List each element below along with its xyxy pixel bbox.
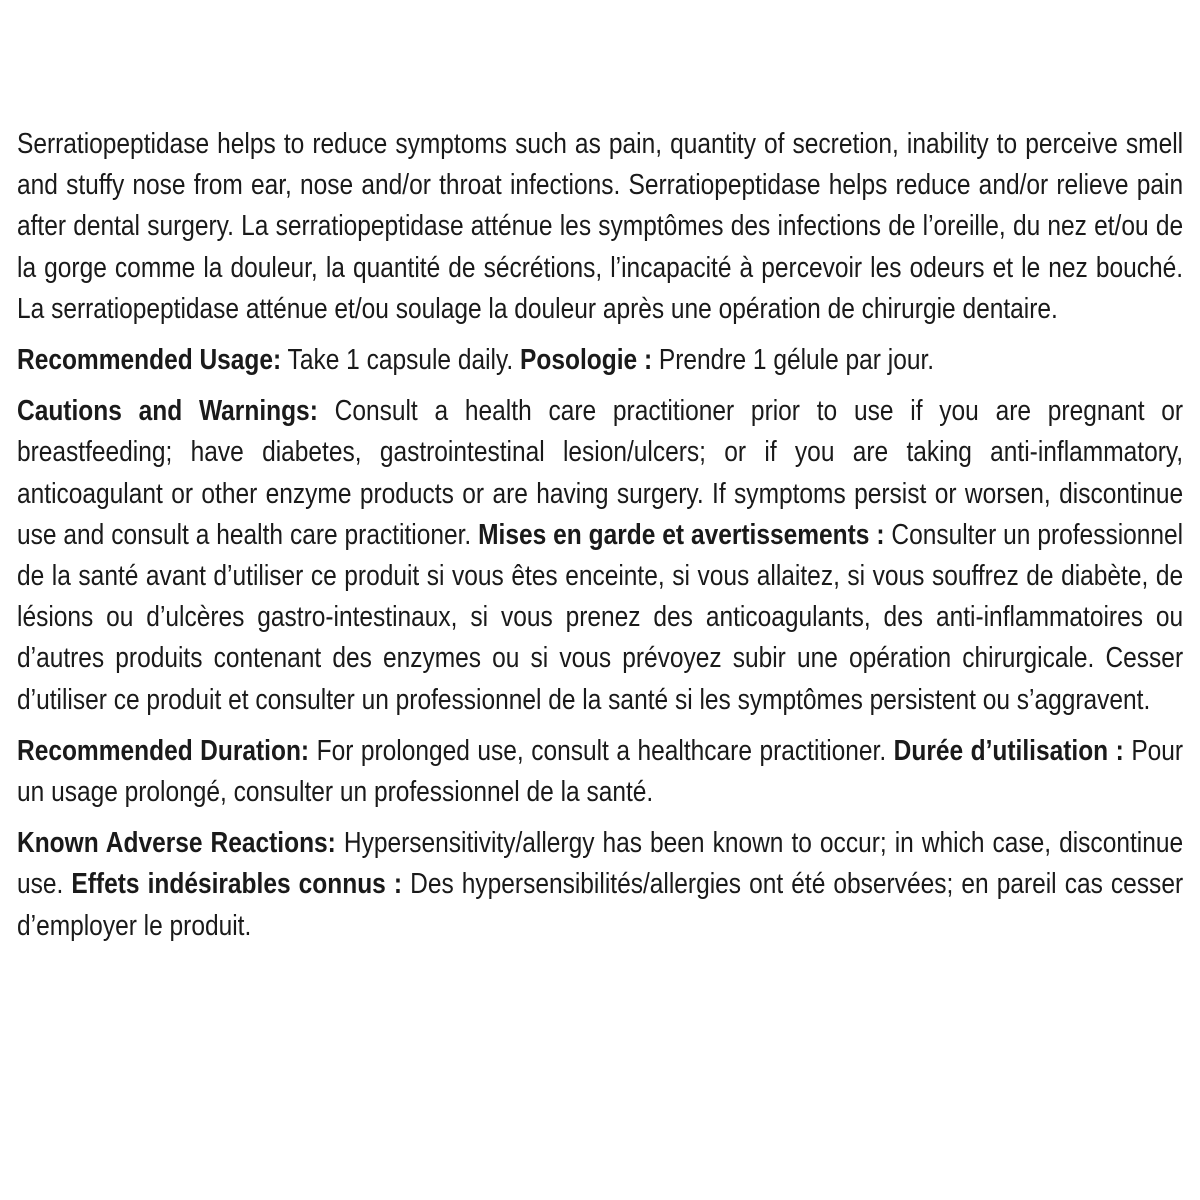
duree-utilisation-text: Pour un usage prolongé, consulter un professionnel de la santé.	[17, 734, 1184, 809]
effets-indesirables-heading: Effets indésirables connus :	[71, 868, 403, 901]
posologie-text: Prendre 1 gélule par jour.	[652, 344, 935, 377]
recommended-usage-text: Take 1 capsule daily.	[281, 344, 521, 377]
recommended-duration-text: For prolonged use, consult a healthcare practitioner.	[309, 734, 894, 767]
posologie-heading: Posologie :	[520, 344, 653, 377]
recommended-usage-section	[17, 340, 1183, 381]
cautions-warnings-text: Consult a health care practitioner prior to use if you are pregnant or breastfeeding; have diabetes, gastrointestinal lesion/ulcers; or if you are taking anti-inflammatory, anticoagulant or other enzyme products or are having surgery. If symptoms persist or worsen, discontinue use and consult a health care practitioner.	[17, 395, 1184, 551]
mises-en-garde-text: Consulter un professionnel de la santé avant d’utiliser ce produit si vous êtes enceinte, si vous allaitez, si vous souffrez de diabète, de lésions ou d’ulcères gastro-intestinaux, si vous prenez des anticoagulants, des anti-inflammatoires ou d’autres produits contenant des enzymes ou si vous prévoyez subir une opération chirurgicale. Cesser d’utiliser ce produit et consulter un professionnel de la santé si les symptômes persistent ou s’aggravent.	[17, 518, 1184, 716]
mises-en-garde-heading: Mises en garde et avertissements :	[478, 518, 885, 551]
intro-paragraph	[17, 124, 1183, 330]
recommended-duration-section	[17, 731, 1183, 813]
intro-text: Serratiopeptidase helps to reduce symptoms such as pain, quantity of secretion, inability to perceive smell and stuffy nose from ear, nose and/or throat infections. Serratiopeptidase helps reduce and/or relieve pain after dental surgery. La serratiopeptidase atténue les symptômes des infections de l’oreille, du nez et/ou de la gorge comme la douleur, la quantité de sécrétions, l’incapacité à percevoir les odeurs et le nez bouché. La serratiopeptidase atténue et/ou soulage la douleur après une opération de chirurgie dentaire.	[17, 128, 1184, 325]
adverse-reactions-heading: Known Adverse Reactions:	[17, 827, 336, 860]
effets-indesirables-text: Des hypersensibilités/allergies ont été observées; en pareil cas cesser d’employer le produit.	[17, 868, 1184, 942]
recommended-usage-heading: Recommended Usage:	[17, 344, 282, 377]
adverse-reactions-section	[17, 823, 1183, 947]
product-label-text	[17, 124, 1183, 957]
adverse-reactions-text: Hypersensitivity/allergy has been known to occur; in which case, discontinue use.	[17, 827, 1184, 901]
cautions-warnings-heading: Cautions and Warnings:	[17, 395, 318, 428]
duree-utilisation-heading: Durée d’utilisation :	[893, 734, 1124, 767]
recommended-duration-heading: Recommended Duration:	[17, 734, 310, 767]
cautions-warnings-section	[17, 391, 1183, 721]
